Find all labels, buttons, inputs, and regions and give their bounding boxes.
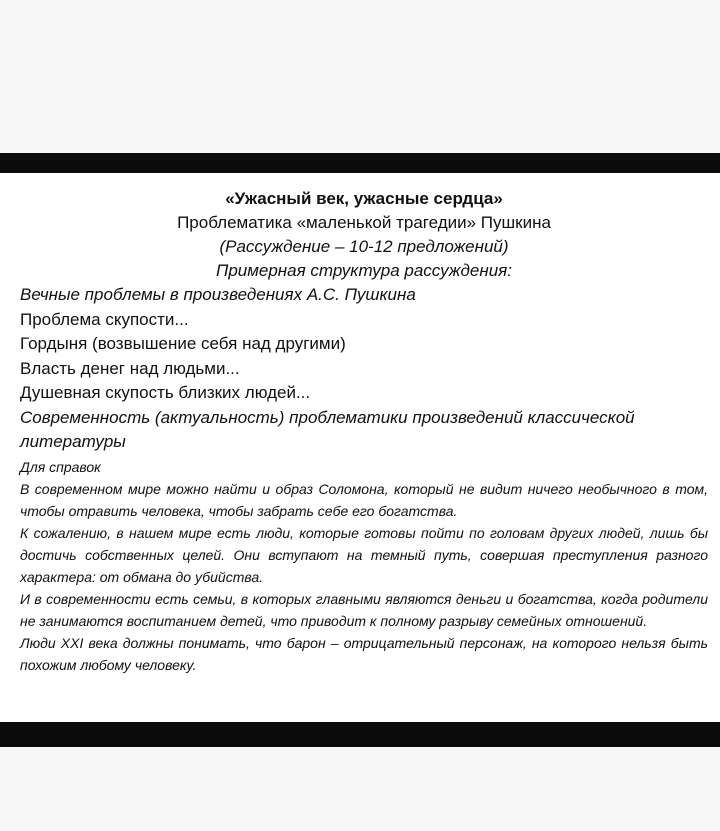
reference-paragraph: В современном мире можно найти и образ Соломона, который не видит ничего необычного в том, чтобы отравить человека, чтобы забрать себе его богатства.	[20, 480, 708, 519]
top-black-bar	[0, 153, 720, 173]
structure-item-money-power: Власть денег над людьми...	[20, 358, 240, 378]
document-sheet	[0, 173, 720, 722]
structure-item-eternal-problems: Вечные проблемы в произведениях А.С. Пушкина	[20, 285, 416, 304]
structure-item-pride: Гордыня (возвышение себя над другими)	[20, 334, 346, 353]
reference-label: Для справок	[20, 458, 101, 475]
structure-item-modernity: Современность (актуальность) проблематики произведений классической литературы	[20, 407, 635, 451]
reference-paragraph: К сожалению, в нашем мире есть люди, которые готовы пойти по головам других людей, лишь бы достичь собственных целей. Они вступают на темный путь, совершая преступления разного характера: от обмана до убийства.	[20, 524, 708, 585]
document-note: (Рассуждение – 10-12 предложений)	[219, 237, 509, 256]
structure-item-spiritual-stinginess: Душевная скупость близких людей...	[20, 383, 311, 402]
structure-heading: Примерная структура рассуждения:	[216, 261, 512, 280]
reference-paragraph: И в современности есть семьи, в которых главными являются деньги и богатства, когда родители не занимаются воспитанием детей, что приводит к полному разрыву семейных отношений.	[20, 590, 708, 629]
structure-item-stinginess: Проблема скупости...	[20, 309, 189, 329]
document-subtitle: Проблематика «маленькой трагедии» Пушкина	[177, 213, 551, 232]
document-title: «Ужасный век, ужасные сердца»	[225, 189, 503, 208]
bottom-black-bar	[0, 722, 720, 747]
reference-paragraph: Люди XXI века должны понимать, что барон – отрицательный персонаж, на которого нельзя быть похожим любому человеку.	[20, 634, 708, 673]
document-content	[20, 187, 708, 676]
